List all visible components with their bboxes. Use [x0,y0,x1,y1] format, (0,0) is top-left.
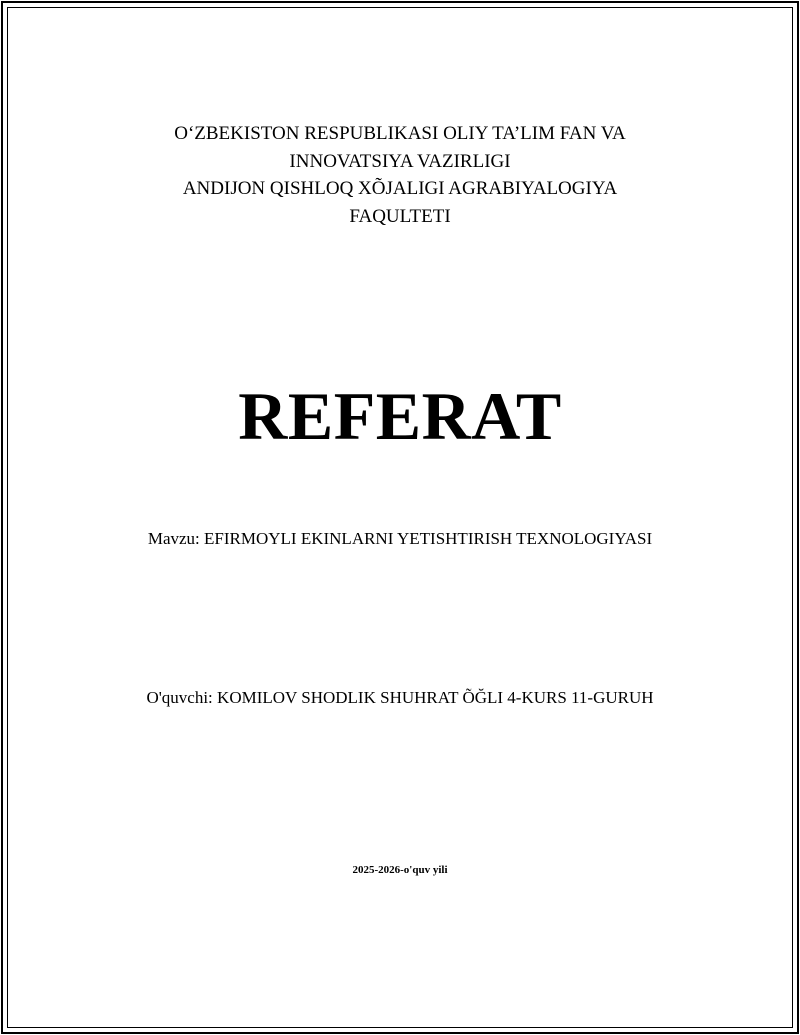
header-line-faculty: ANDIJON QISHLOQ XÕJALIGI AGRABIYALOGIYA [182,178,618,199]
header-line-faculty-cont: FAQULTETI [349,205,451,227]
institution-header [0,120,800,230]
topic-value: EFIRMOYLI EKINLARNI YETISHTIRISH TEXNOLOGIYASI [204,529,653,548]
academic-year: 2025-2026-o'quv yili [352,864,448,876]
student-label: O'quvchi: [146,688,213,707]
student-line [0,686,800,710]
document-title: REFERAT [238,378,562,454]
header-line-ministry-cont: INNOVATSIYA VAZIRLIGI [289,150,511,172]
header-line-ministry: O‘ZBEKISTON RESPUBLIKASI OLIY TA’LIM FAN VA [174,123,626,144]
topic-label: Mavzu: [147,529,200,548]
topic-line [0,527,800,551]
student-value: KOMILOV SHODLIK SHUHRAT ÕĞLI 4-KURS 11-GURUH [217,688,654,707]
